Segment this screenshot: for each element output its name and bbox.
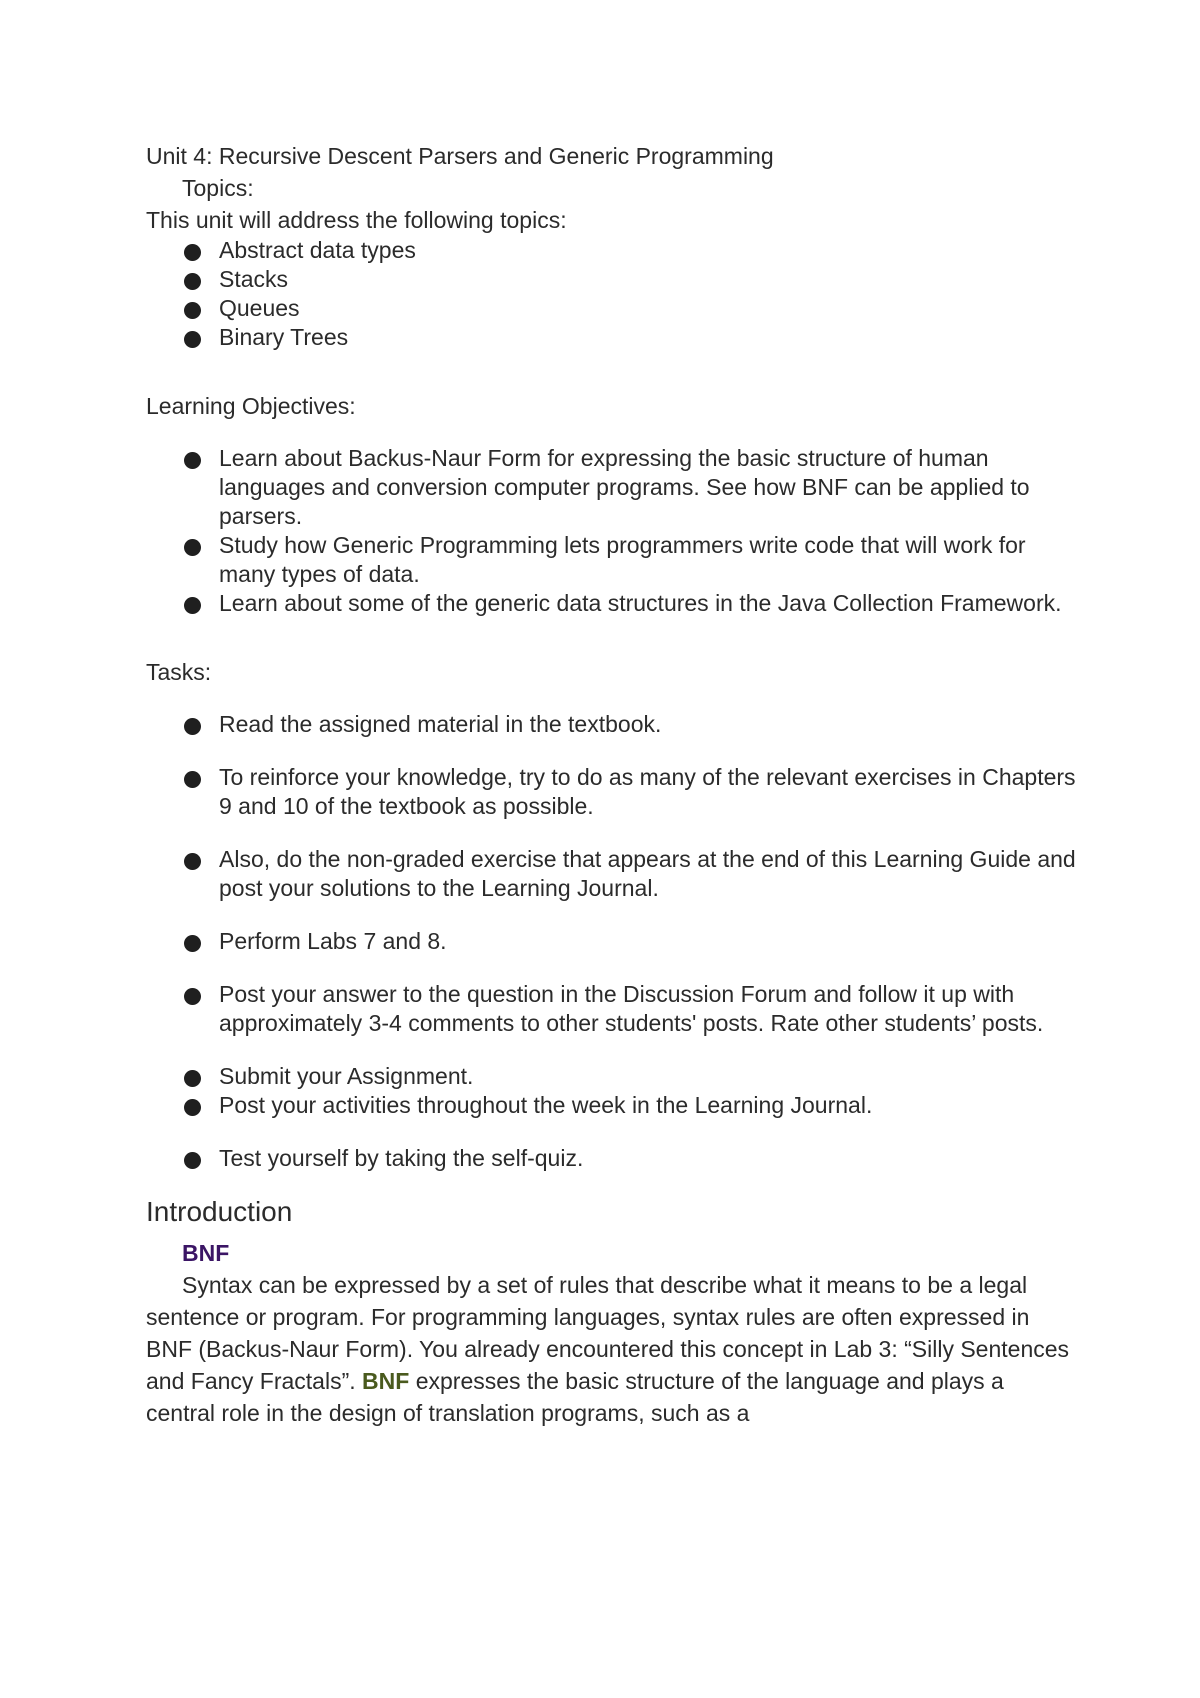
- list-item: Learn about Backus-Naur Form for expressing the basic structure of human languages and conversion computer programs. See how BNF can be applied to parsers.: [146, 444, 1076, 531]
- bullet-icon: [184, 771, 201, 788]
- bullet-icon: [184, 1152, 201, 1169]
- topics-list: [146, 236, 1076, 352]
- list-item: Learn about some of the generic data structures in the Java Collection Framework.: [146, 589, 1076, 618]
- topics-intro: This unit will address the following topics:: [146, 207, 567, 233]
- bullet-icon: [184, 935, 201, 952]
- bnf-paragraph: Syntax can be expressed by a set of rules that describe what it means to be a legal sentence or program. For programming languages, syntax rules are often expressed in BNF (Backus-Naur Form). You already encountered this concept in Lab 3: “Silly Sentences and Fancy Fractals”. BNF expresses the basic structure of the language and plays a central role in the design of translation programs, such as a: [146, 1272, 1070, 1426]
- bullet-icon: [184, 302, 201, 319]
- topics-label: Topics:: [182, 175, 254, 201]
- list-item: Perform Labs 7 and 8.: [146, 927, 1076, 956]
- bullet-icon: [184, 273, 201, 290]
- bullet-icon: [184, 452, 201, 469]
- bullet-icon: [184, 1099, 201, 1116]
- list-item: Binary Trees: [146, 323, 1076, 352]
- objectives-label: Learning Objectives:: [146, 393, 356, 419]
- list-item: Study how Generic Programming lets programmers write code that will work for many types of data.: [146, 531, 1076, 589]
- bnf-inline-term: BNF: [362, 1368, 410, 1394]
- bullet-icon: [184, 988, 201, 1005]
- bullet-icon: [184, 331, 201, 348]
- list-item: Queues: [146, 294, 1076, 323]
- list-item: Read the assigned material in the textbook.: [146, 710, 1076, 739]
- bnf-heading: BNF: [182, 1240, 230, 1266]
- introduction-heading: Introduction: [146, 1196, 293, 1227]
- list-item: Abstract data types: [146, 236, 1076, 265]
- bullet-icon: [184, 1070, 201, 1087]
- list-item: Post your answer to the question in the Discussion Forum and follow it up with approximately 3-4 comments to other students' posts. Rate other students’ posts.: [146, 980, 1076, 1038]
- list-item: Test yourself by taking the self-quiz.: [146, 1144, 1076, 1173]
- bullet-icon: [184, 853, 201, 870]
- unit-title: Unit 4: Recursive Descent Parsers and Generic Programming: [146, 143, 774, 169]
- list-item: Submit your Assignment.: [146, 1062, 1076, 1091]
- bullet-icon: [184, 597, 201, 614]
- tasks-label: Tasks:: [146, 659, 212, 685]
- objectives-list: [146, 444, 1076, 618]
- spacer: [160, 352, 1076, 376]
- tasks-list: [146, 710, 1076, 1173]
- list-item: Post your activities throughout the week in the Learning Journal.: [146, 1091, 1076, 1120]
- bullet-icon: [184, 539, 201, 556]
- bullet-icon: [184, 244, 201, 261]
- list-item: Also, do the non-graded exercise that appears at the end of this Learning Guide and post your solutions to the Learning Journal.: [146, 845, 1076, 903]
- list-item: Stacks: [146, 265, 1076, 294]
- list-item: To reinforce your knowledge, try to do as many of the relevant exercises in Chapters 9 and 10 of the textbook as possible.: [146, 763, 1076, 821]
- document-content: [146, 140, 1076, 1429]
- spacer: [160, 618, 1076, 642]
- bullet-icon: [184, 718, 201, 735]
